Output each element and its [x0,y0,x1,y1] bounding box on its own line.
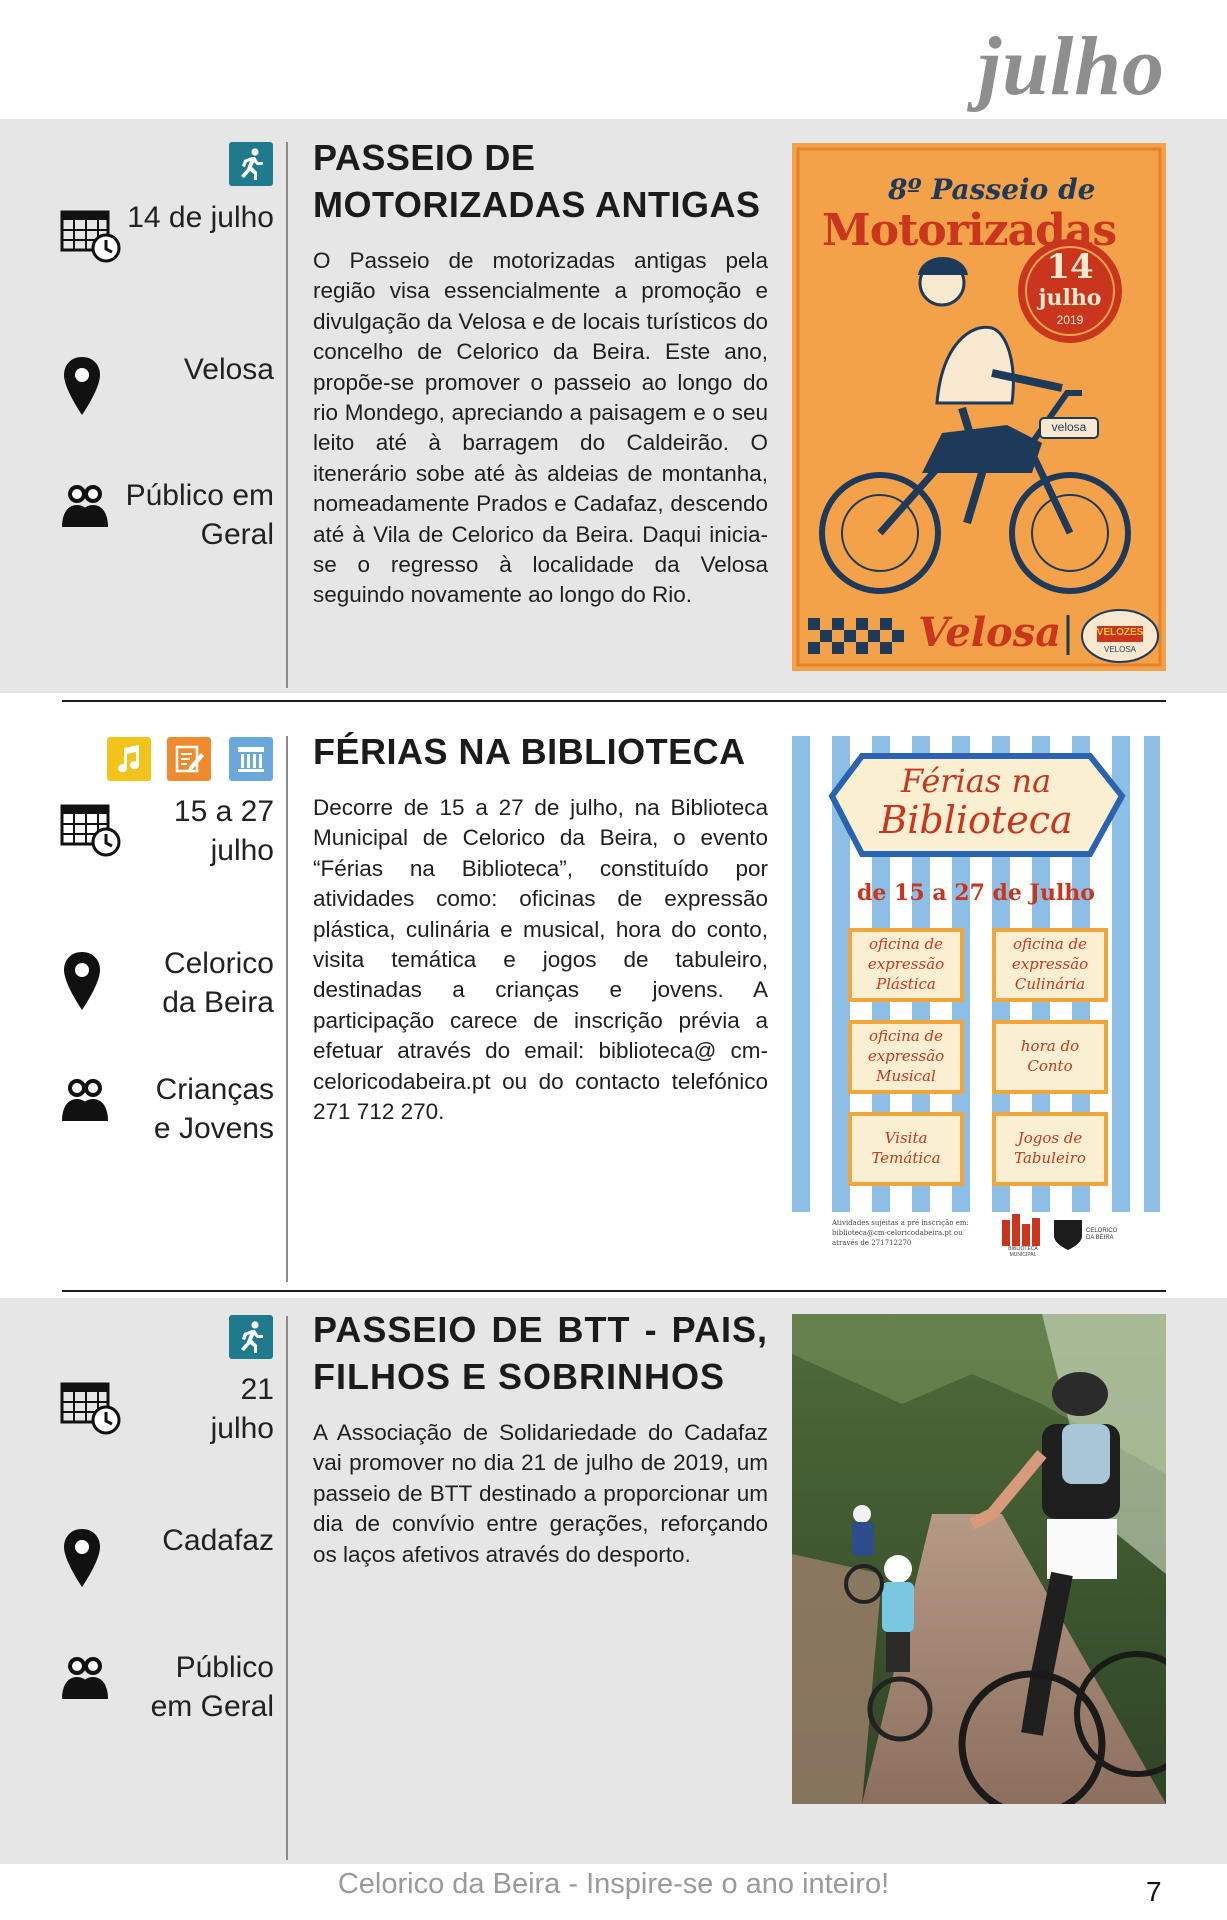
poster-heading-line1: 8º Passeio de [888,173,1096,206]
poster-dates: de 15 a 27 de Julho [857,880,1095,906]
activity-line: oficina de [1012,935,1088,953]
poster-activity-box [850,1026,962,1086]
location-pin-icon [62,355,102,422]
activity-line: expressão [867,1047,945,1065]
event-location: Velosa [183,353,274,386]
activity-line: oficina de [868,935,944,953]
ferias-biblioteca-poster [792,736,1160,1256]
section-separator [62,1290,1166,1292]
section-separator [62,700,1166,702]
event-date: 21 julho [210,1373,274,1445]
poster-logo-library: BIBLIOTECA MUNICIPAL [1008,1246,1038,1256]
poster-title-line2: Biblioteca [879,798,1073,842]
poster-badge-year: 2019 [1056,313,1084,327]
divider-vertical-1 [286,142,288,688]
event-description: O Passeio de motorizadas antigas pela região visa essencialmente a promoção e divulgação da Velosa e de locais turísticos do concelho de Celorico da Beira. Este ano, propõe-se promover o passeio ao longo do rio Mondego, apreciando a paisagem e o seu leito até à barragem do Caldeirão. O itenerário sobe até às aldeias de montanha, nomeadamente Prados e Cadafaz, descendo até à Vila de Celorico da Beira. Daqui inicia-se o regresso à localidade da Velosa seguindo novamente ao longo do Rio. [313,248,768,608]
people-group-icon [60,483,110,534]
activity-line: oficina de [868,1027,944,1045]
event-audience: Público em Geral [150,1651,274,1723]
poster-activity-box [994,934,1106,994]
museum-column-icon [229,737,273,781]
activity-line: Jogos de [1017,1129,1083,1147]
event-title: FÉRIAS NA BIBLIOTECA [313,731,746,772]
logo-line: CELORICO [1086,1228,1118,1234]
logo-line: DA BEIRA [1086,1235,1114,1241]
activity-line: hora do [1020,1037,1080,1055]
poster-bike-sign: velosa [1051,420,1087,434]
poster-activity-box [994,1128,1106,1168]
pencil-note-icon [167,737,211,781]
poster-club-logo-sub: VELOSA [1103,645,1136,654]
location-pin-icon [62,1527,102,1594]
calendar-clock-icon [60,1380,124,1441]
page-number: 7 [1146,1876,1162,1907]
event-description: Decorre de 15 a 27 de julho, na Biblioteca Municipal de Celorico da Beira, o evento “Férias na Biblioteca”, constituído por atividades como: oficinas de expressão plástica, culinária e musical, hora do conto, visita temática e jogos de tabuleiro, destinadas a crianças e jovens. A participação carece de inscrição prévia a efetuar através do email: biblioteca@ cm-celoricodabeira.pt ou do contacto telefónico 271 712 270. [313,795,768,1125]
calendar-clock-icon [60,802,124,863]
activity-line: Visita [884,1129,928,1147]
event-audience: Público em Geral [125,479,274,551]
poster-footnote [832,1218,992,1248]
running-icon [229,1315,273,1359]
running-icon [229,142,273,186]
activity-line: Plástica [876,975,936,993]
poster-badge-day: 14 [1046,247,1094,287]
event-title: PASSEIO DE BTT - PAIS, FILHOS E SOBRINHOS [313,1309,768,1397]
activity-line: Temática [871,1149,941,1167]
music-note-icon [107,737,151,781]
event-date: 15 a 27 julho [173,795,274,867]
event-date: 14 de julho [127,201,274,234]
event-audience: Crianças e Jovens [153,1073,274,1145]
event-title: PASSEIO DE MOTORIZADAS ANTIGAS [313,137,761,225]
poster-heading-line2: Motorizadas [822,205,1117,256]
event-location: Cadafaz [162,1524,274,1557]
divider-vertical-2 [286,736,288,1282]
poster-title-line1: Férias na [900,762,1052,800]
event-location: Celorico da Beira [162,947,274,1019]
month-heading: julho [977,20,1165,113]
btt-cyclists-photo [792,1314,1166,1804]
poster-club-logo: VELOZES [1096,627,1144,638]
activity-line: Musical [876,1067,936,1085]
people-group-icon [60,1655,110,1706]
activity-line: expressão [867,955,945,973]
activity-line: Tabuleiro [1014,1149,1086,1167]
activity-line: Conto [1027,1057,1073,1075]
activity-line: expressão [1011,955,1089,973]
location-pin-icon [62,950,102,1017]
poster-activity-box [850,934,962,994]
poster-logo-municipality [1086,1228,1126,1242]
motorizadas-poster [792,143,1166,671]
poster-place: Velosa [918,609,1062,656]
footer-tagline: Celorico da Beira - Inspire-se o ano inteiro! [337,1868,890,1900]
poster-activity-box [994,1036,1106,1076]
poster-activity-box [850,1128,962,1168]
footnote-line: biblioteca@cm-celoricodabeira.pt ou [832,1229,963,1237]
poster-badge-month: julho [1038,285,1102,311]
activity-line: Culinária [1014,975,1086,993]
event-description: A Associação de Solidariedade do Cadafaz vai promover no dia 21 de julho de 2019, um passeio de BTT destinado a proporcionar um dia de convívio entre gerações, reforçando os laços afetivos através do desporto. [313,1420,768,1567]
people-group-icon [60,1077,110,1128]
footnote-line: através de 271712270 [832,1239,912,1247]
footnote-line: Atividades sujeitas a pré inscrição em: [832,1219,969,1227]
divider-vertical-3 [286,1316,288,1860]
